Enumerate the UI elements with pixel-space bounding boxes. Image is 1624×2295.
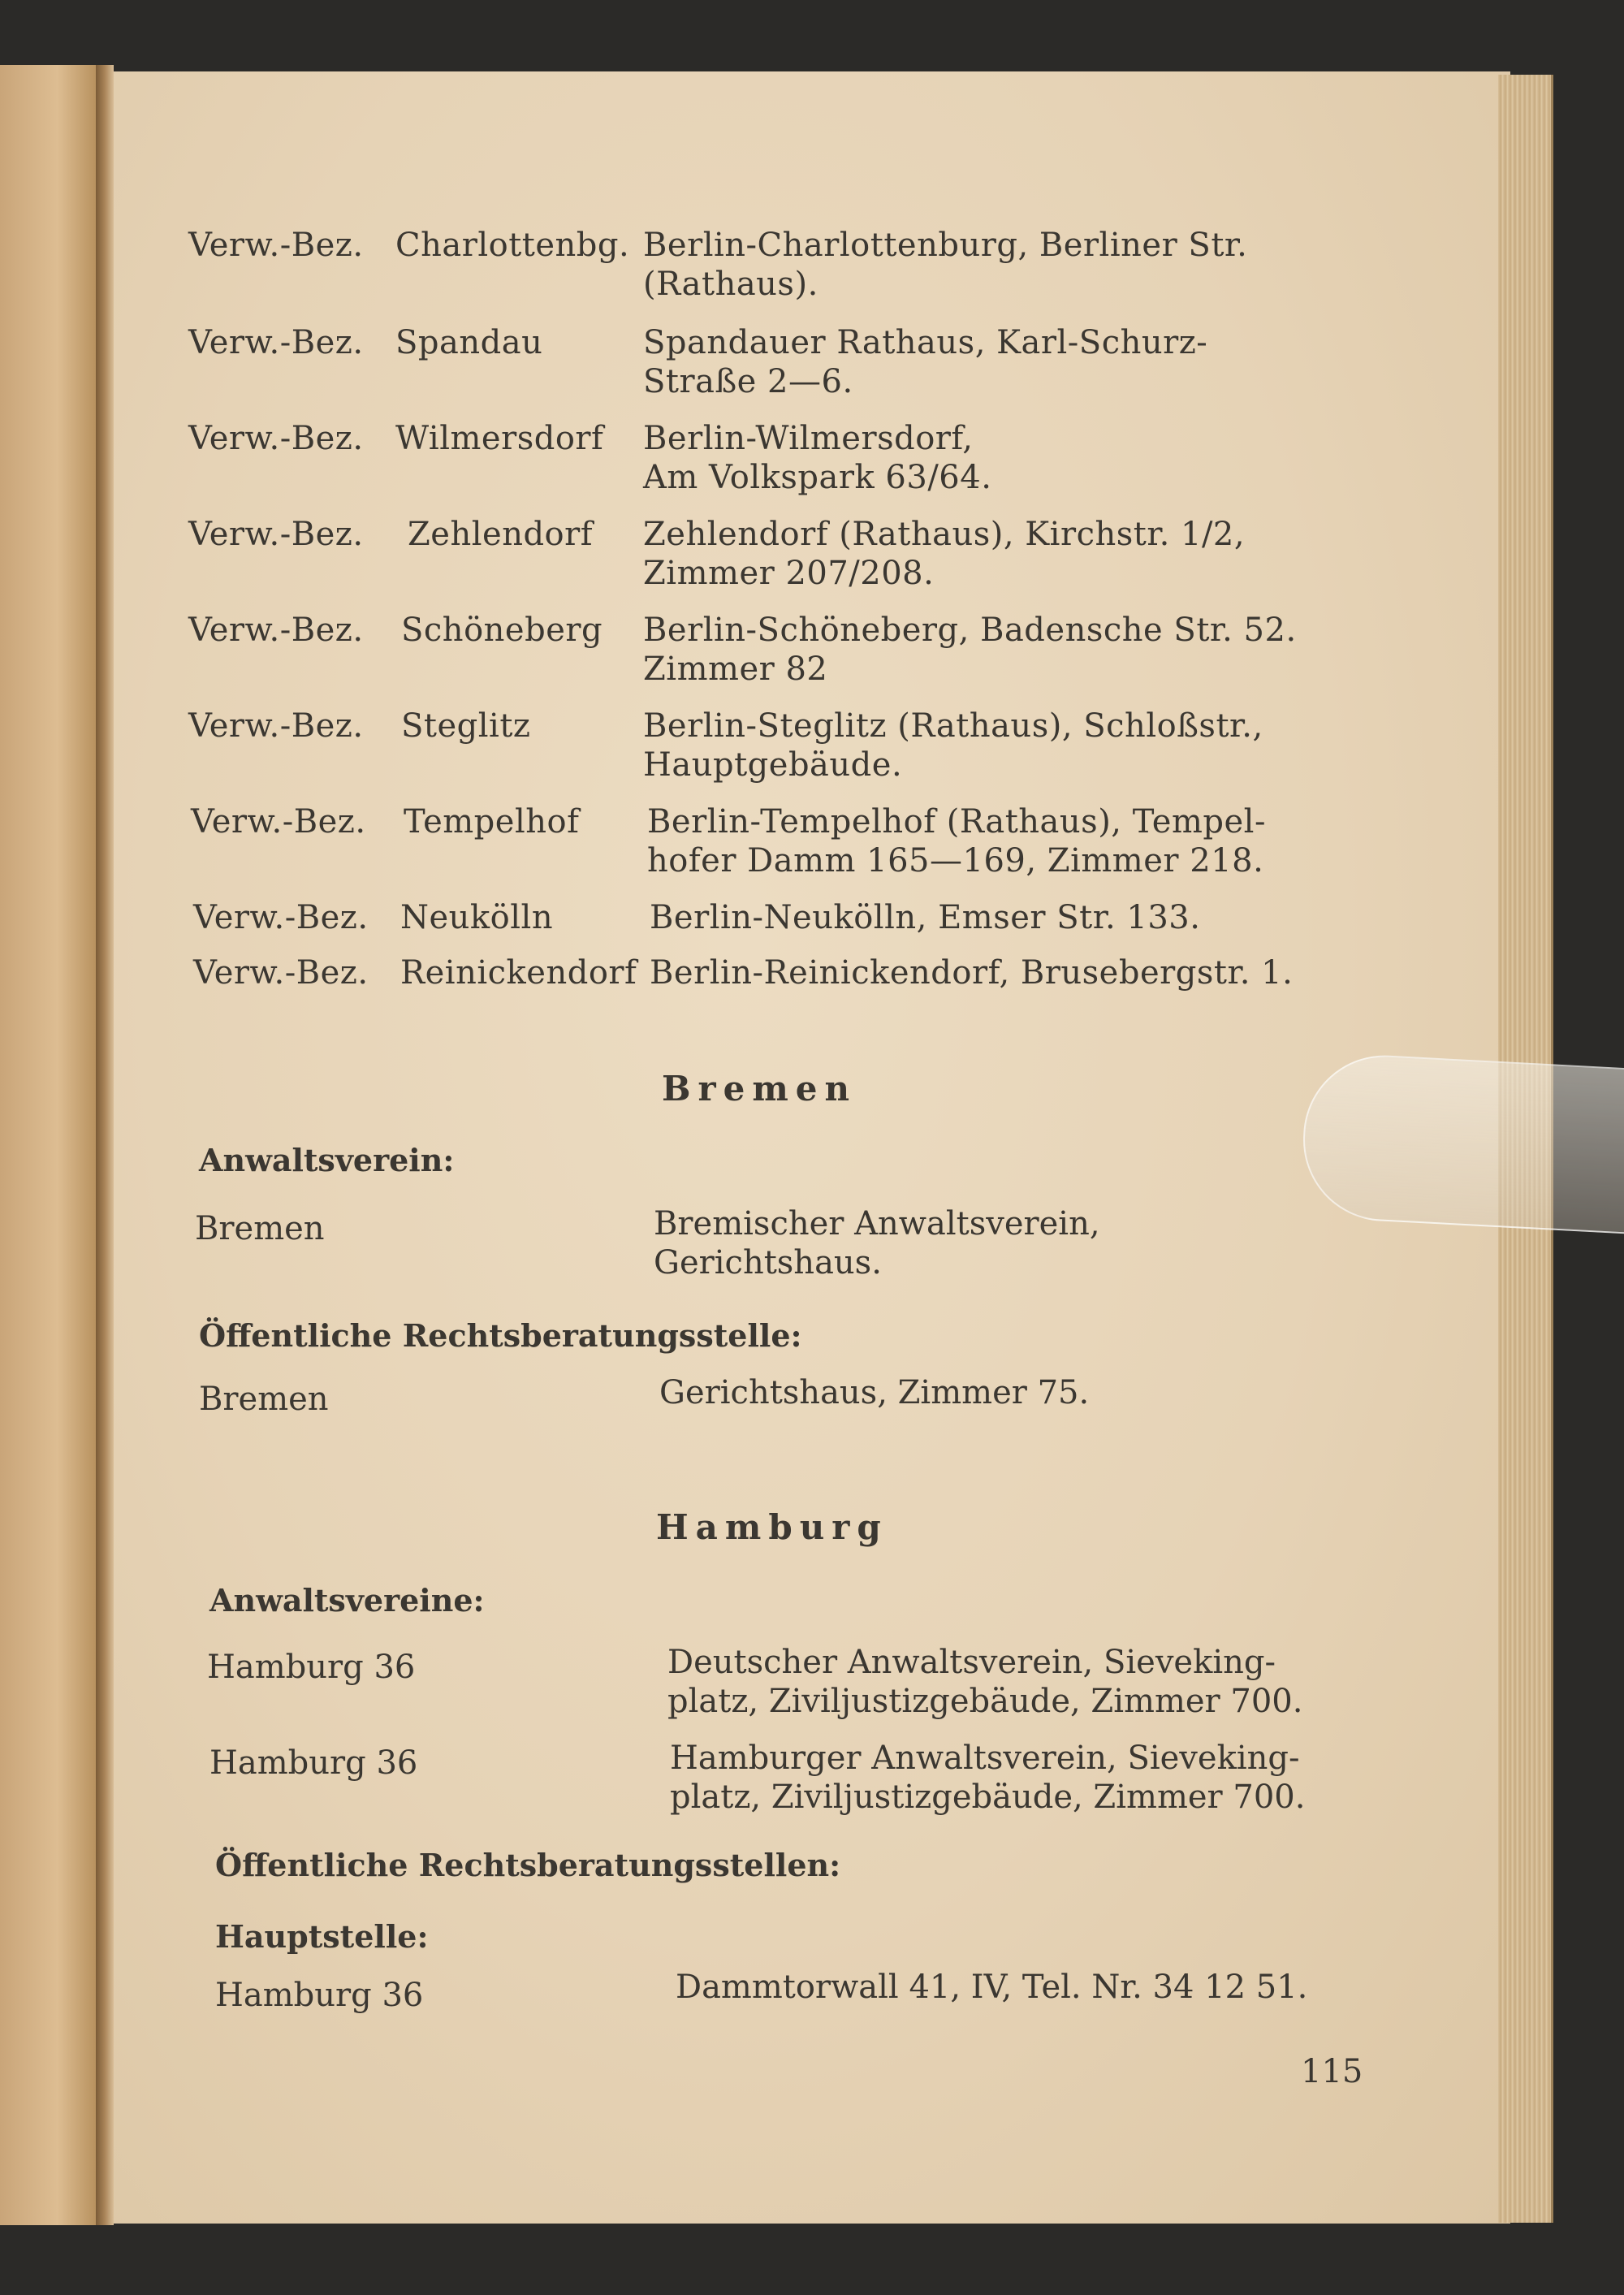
- entry-address-line: Zimmer 82: [643, 650, 828, 688]
- entry-district: Wilmersdorf: [395, 420, 604, 457]
- entry-district: Schöneberg: [401, 612, 603, 649]
- entry-label: Verw.-Bez.: [188, 420, 364, 457]
- entry-address-line: Berlin-Wilmersdorf,: [643, 420, 974, 457]
- entry-address-line: Spandauer Rathaus, Karl-Schurz-: [643, 324, 1208, 361]
- rechtsberatung-label: Öffentliche Rechtsberatungsstelle:: [199, 1317, 802, 1354]
- verein-address-line: platz, Ziviljustizgebäude, Zimmer 700.: [667, 1683, 1303, 1720]
- entry-district: Neukölln: [400, 899, 554, 936]
- rechtsberatung-place: Bremen: [199, 1381, 329, 1418]
- entry-label: Verw.-Bez.: [188, 324, 364, 361]
- entry-address-line: (Rathaus).: [643, 266, 818, 303]
- anwaltsverein-place: Bremen: [195, 1210, 325, 1247]
- entry-address-line: Berlin-Charlottenburg, Berliner Str.: [643, 227, 1248, 264]
- entry-label: Verw.-Bez.: [188, 516, 364, 553]
- entry-district: Steglitz: [401, 707, 531, 745]
- entry-address-line: Berlin-Tempelhof (Rathaus), Tempel-: [647, 803, 1266, 841]
- entry-address-line: Am Volkspark 63/64.: [643, 459, 992, 496]
- entry-label: Verw.-Bez.: [188, 707, 364, 745]
- bookmark-clip: [1299, 1052, 1624, 1234]
- hauptstelle-place: Hamburg 36: [215, 1977, 424, 2014]
- verein-place: Hamburg 36: [207, 1649, 416, 1686]
- entry-district: Zehlendorf: [408, 516, 594, 553]
- hauptstelle-label: Hauptstelle:: [215, 1918, 429, 1955]
- anwaltsverein-address-line: Bremischer Anwaltsverein,: [654, 1205, 1100, 1243]
- entry-address-line: Hauptgebäude.: [643, 746, 903, 784]
- anwaltsvereine-label: Anwaltsvereine:: [209, 1582, 485, 1619]
- hauptstelle-address: Dammtorwall 41, IV, Tel. Nr. 34 12 51.: [676, 1969, 1308, 2006]
- book-page: [114, 71, 1510, 2224]
- entry-address-line: Berlin-Neukölln, Emser Str. 133.: [650, 899, 1201, 936]
- anwaltsverein-address-line: Gerichtshaus.: [654, 1244, 882, 1281]
- verein-address-line: Hamburger Anwaltsverein, Sieveking-: [670, 1740, 1300, 1777]
- entry-address-line: Berlin-Reinickendorf, Brusebergstr. 1.: [650, 954, 1294, 992]
- entry-address-line: Berlin-Steglitz (Rathaus), Schloßstr.,: [643, 707, 1263, 745]
- rechtsberatung-address: Gerichtshaus, Zimmer 75.: [659, 1374, 1090, 1411]
- anwaltsverein-label: Anwaltsverein:: [199, 1142, 455, 1178]
- entry-district: Charlottenbg.: [395, 227, 630, 264]
- entry-address-line: Zimmer 207/208.: [643, 555, 935, 592]
- verein-address-line: Deutscher Anwaltsverein, Sieveking-: [667, 1644, 1276, 1681]
- entry-address-line: Zehlendorf (Rathaus), Kirchstr. 1/2,: [643, 516, 1246, 553]
- entry-label: Verw.-Bez.: [191, 803, 366, 841]
- section-heading-hamburg: Hamburg: [656, 1507, 888, 1547]
- entry-label: Verw.-Bez.: [188, 612, 364, 649]
- entry-label: Verw.-Bez.: [193, 954, 369, 992]
- section-heading-bremen: Bremen: [662, 1069, 857, 1109]
- verein-address-line: platz, Ziviljustizgebäude, Zimmer 700.: [670, 1779, 1306, 1816]
- entry-district: Reinickendorf: [400, 954, 637, 992]
- entry-label: Verw.-Bez.: [188, 227, 364, 264]
- entry-address-line: Berlin-Schöneberg, Badensche Str. 52.: [643, 612, 1297, 649]
- entry-label: Verw.-Bez.: [193, 899, 369, 936]
- entry-district: Tempelhof: [404, 803, 580, 841]
- entry-address-line: hofer Damm 165—169, Zimmer 218.: [647, 842, 1264, 880]
- entry-district: Spandau: [395, 324, 543, 361]
- verein-place: Hamburg 36: [209, 1744, 418, 1782]
- page-number: 115: [1301, 2053, 1363, 2090]
- entry-address-line: Straße 2—6.: [643, 363, 853, 400]
- rechtsberatungsstellen-label: Öffentliche Rechtsberatungsstellen:: [215, 1847, 841, 1883]
- book-gutter: [96, 65, 114, 2225]
- left-page-edge: [0, 65, 96, 2225]
